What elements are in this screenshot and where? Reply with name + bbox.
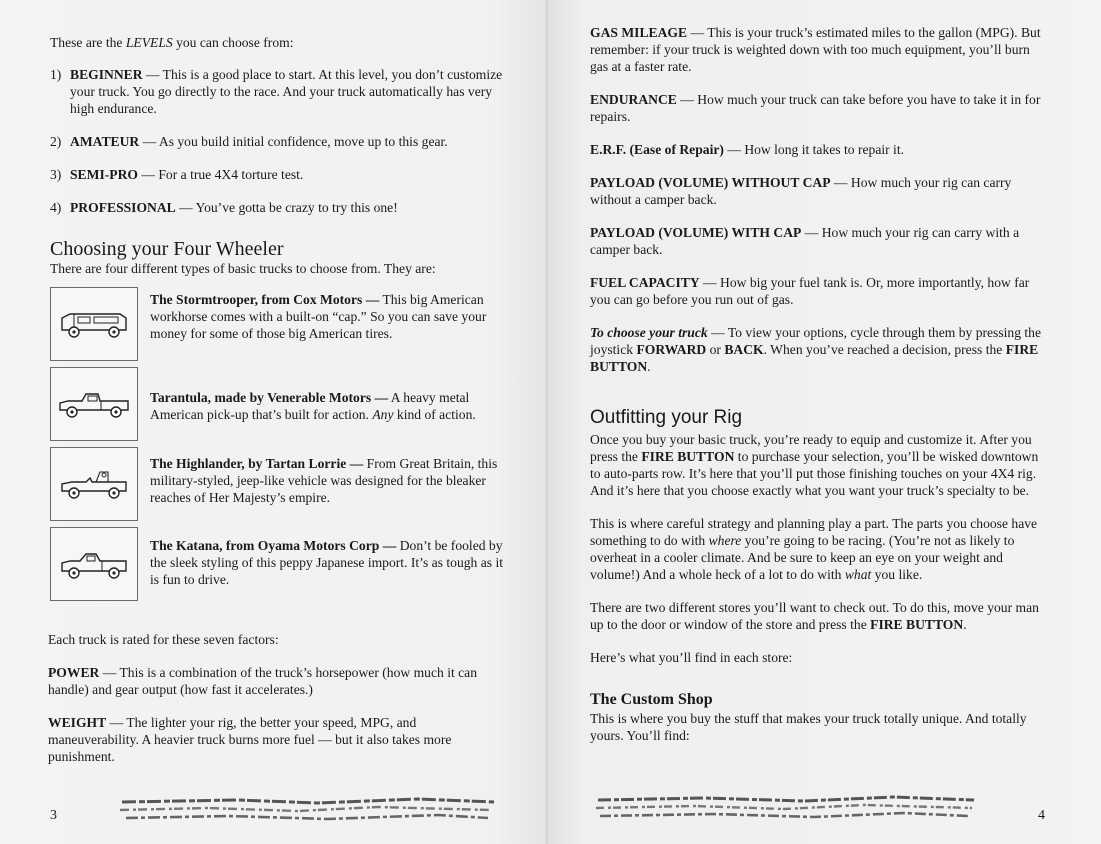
strategy-paragraph: This is where careful strategy and planning play a part. The parts you choose have something to do with where you’re going to be racing. (You’re not as likely to overheat in a cooler climate. And be sure to keep an eye on your weight and volume!) And a whole heck of a lot to do with what you like. (590, 516, 1038, 582)
factor-weight: WEIGHT — The lighter your rig, the better your speed, MPG, and maneuverability. A heavier truck burns more fuel — but it also takes more punishment. (48, 715, 452, 764)
levels-intro: These are the LEVELS you can choose from: (50, 35, 294, 50)
truck-tarantula: Tarantula, made by Venerable Motors — A heavy metal American pick-up that’s built for action. Any kind of action. (50, 367, 507, 441)
outfitting-heading: Outfitting your Rig (590, 407, 743, 428)
right-page (548, 0, 1101, 844)
page-number-left: 3 (50, 808, 57, 823)
factor-erf: E.R.F. (Ease of Repair) — How long it takes to repair it. (590, 142, 905, 157)
custom-shop-heading: The Custom Shop (590, 691, 713, 708)
custom-shop-paragraph: This is where you buy the stuff that makes your truck totally unique. And totally yours. You’ll find: (590, 711, 1027, 743)
bleed-through-smudge (118, 796, 498, 824)
choose-truck-instructions: To choose your truck — To view your options, cycle through them by pressing the joystick FORWARD or BACK. When you’ve reached a decision, press the FIRE BUTTON. (590, 325, 1042, 374)
factor-gas-mileage: GAS MILEAGE — This is your truck’s estimated miles to the gallon (MPG). But remember: if your truck is weighted down with too much equipment, you’ll burn gas at a faster rate. (590, 25, 1041, 74)
page-number-right: 4 (1038, 808, 1045, 823)
choosing-heading: Choosing your Four Wheeler (50, 238, 284, 260)
level-item-professional: 4) PROFESSIONAL — You’ve gotta be crazy to try this one! (50, 200, 398, 215)
factor-endurance: ENDURANCE — How much your truck can take before you have to take it in for repairs. (590, 92, 1041, 124)
factor-payload-without-cap: PAYLOAD (VOLUME) WITHOUT CAP — How much your rig can carry without a camper back. (590, 175, 1012, 207)
levels-list (50, 66, 507, 216)
truck-highlander: The Highlander, by Tartan Lorrie — From Great Britain, this military-styled, jeep-like vehicle was designed for the bleaker reaches of Her Majesty’s empire. (50, 447, 507, 521)
stores-intro: Here’s what you’ll find in each store: (590, 650, 793, 665)
left-page (0, 0, 548, 844)
jeep-icon (50, 447, 138, 521)
level-item-amateur: 2) AMATEUR — As you build initial confidence, move up to this gear. (50, 134, 448, 149)
level-item-semi-pro: 3) SEMI-PRO — For a true 4X4 torture test. (50, 167, 304, 182)
outfitting-paragraph: Once you buy your basic truck, you’re ready to equip and customize it. After you press the FIRE BUTTON to purchase your selection, you’ll be wisked downtown to auto-parts row. It’s here that you’ll put those finishing touches on your 4X4 rig. And it’s here that you choose exactly what you want your truck’s specialty to be. (590, 432, 1039, 498)
factors-intro: Each truck is rated for these seven factors: (48, 632, 279, 647)
bleed-through-smudge (594, 794, 978, 822)
compact-truck-icon (50, 527, 138, 601)
level-item-beginner: 1) BEGINNER — This is a good place to start. At this level, you don’t customize your truck. You go directly to the race. And your truck automatically has very high endurance. (50, 67, 503, 116)
truck-katana: The Katana, from Oyama Motors Corp — Don’t be fooled by the sleek styling of this peppy Japanese import. It’s as tough as it is fun to drive. (50, 527, 507, 601)
truck-stormtrooper: The Stormtrooper, from Cox Motors — This big American workhorse comes with a built-on “cap.” So you can save your money for some of those big American tires. (50, 287, 507, 361)
stores-paragraph: There are two different stores you’ll want to check out. To do this, move your man up to the door or window of the store and press the FIRE BUTTON. (590, 600, 1039, 632)
pickup-truck-icon (50, 367, 138, 441)
factor-payload-with-cap: PAYLOAD (VOLUME) WITH CAP — How much your rig can carry with a camper back. (590, 225, 1020, 257)
choosing-subtitle: There are four different types of basic trucks to choose from. They are: (50, 261, 436, 276)
factor-power: POWER — This is a combination of the truck’s horsepower (how much it can handle) and gear output (how fast it accelerates.) (48, 665, 478, 697)
van-truck-icon (50, 287, 138, 361)
factor-fuel-capacity: FUEL CAPACITY — How big your fuel tank is. Or, more importantly, how far you can go before you run out of gas. (590, 275, 1030, 307)
